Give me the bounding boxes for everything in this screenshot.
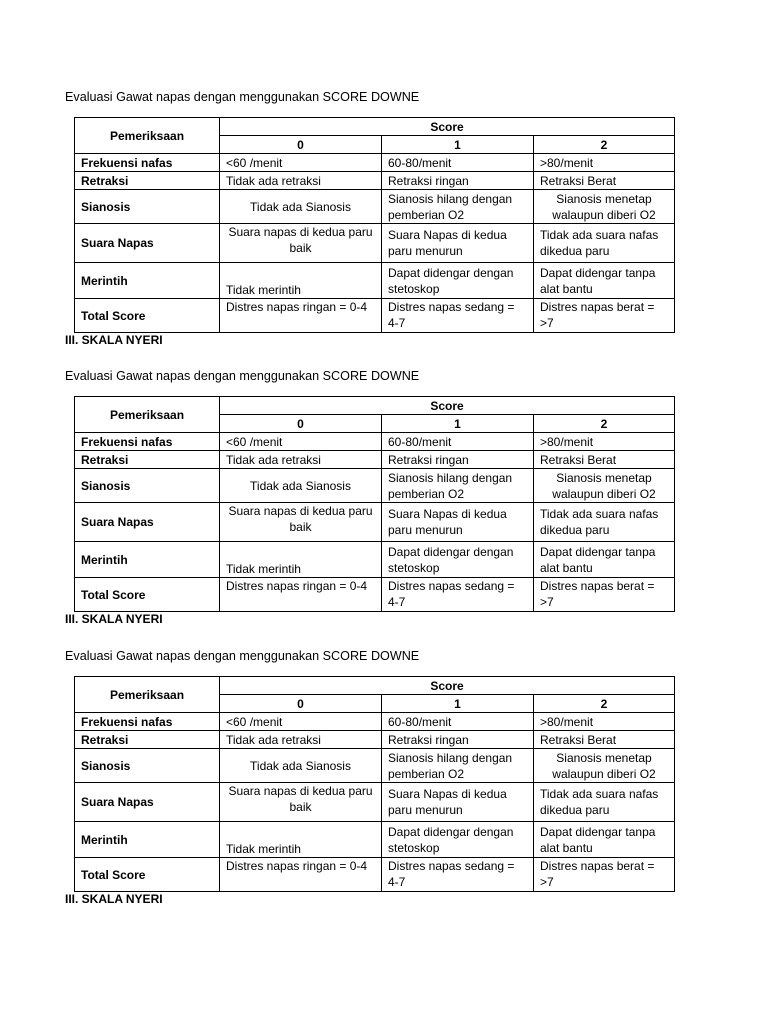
row-label: Frekuensi nafas	[75, 433, 220, 451]
score-2-cell: >80/menit	[534, 433, 675, 451]
score-1-cell: Sianosis hilang dengan pemberian O2	[382, 190, 534, 224]
score-2-cell: Tidak ada suara nafas dikedua paru	[534, 503, 675, 542]
table-row	[75, 154, 675, 172]
score-0-cell: Distres napas ringan = 0-4	[220, 858, 382, 892]
score-2-cell: Dapat didengar tanpa alat bantu	[534, 263, 675, 299]
intro-text: Evaluasi Gawat napas dengan menggunakan SCORE DOWNE	[65, 90, 420, 104]
score-0-cell: Tidak ada Sianosis	[220, 190, 382, 224]
table-row	[75, 469, 675, 503]
score-0-cell: <60 /menit	[220, 713, 382, 731]
table-row	[75, 451, 675, 469]
score-2-cell: >80/menit	[534, 154, 675, 172]
next-section-title: III. SKALA NYERI	[65, 612, 163, 626]
header-score-2: 2	[534, 695, 675, 713]
row-label: Suara Napas	[75, 503, 220, 542]
score-2-cell: Retraksi Berat	[534, 172, 675, 190]
score-0-cell: Distres napas ringan = 0-4	[220, 578, 382, 612]
table-row	[75, 433, 675, 451]
row-label: Sianosis	[75, 190, 220, 224]
header-score-0: 0	[220, 136, 382, 154]
score-1-cell: Retraksi ringan	[382, 172, 534, 190]
score-0-cell: Tidak merintih	[220, 263, 382, 299]
score-1-cell: Dapat didengar dengan stetoskop	[382, 822, 534, 858]
header-score: Score	[220, 118, 675, 136]
downe-score-table	[74, 676, 675, 892]
header-score-1: 1	[382, 695, 534, 713]
header-score: Score	[220, 397, 675, 415]
table-row	[75, 749, 675, 783]
intro-text: Evaluasi Gawat napas dengan menggunakan SCORE DOWNE	[65, 649, 420, 663]
table-row	[75, 731, 675, 749]
score-0-cell: Distres napas ringan = 0-4	[220, 299, 382, 333]
header-examination: Pemeriksaan	[75, 397, 220, 433]
score-0-cell: Tidak merintih	[220, 542, 382, 578]
row-label: Total Score	[75, 578, 220, 612]
score-0-cell: Suara napas di kedua paru baik	[220, 783, 382, 822]
score-2-cell: Distres napas berat = >7	[534, 578, 675, 612]
table-row	[75, 858, 675, 892]
row-label: Frekuensi nafas	[75, 154, 220, 172]
row-label: Retraksi	[75, 731, 220, 749]
header-score-0: 0	[220, 695, 382, 713]
header-examination: Pemeriksaan	[75, 118, 220, 154]
row-label: Sianosis	[75, 469, 220, 503]
downe-score-table	[74, 117, 675, 333]
table-row	[75, 299, 675, 333]
score-1-cell: Sianosis hilang dengan pemberian O2	[382, 749, 534, 783]
score-1-cell: Distres napas sedang = 4-7	[382, 299, 534, 333]
row-label: Frekuensi nafas	[75, 713, 220, 731]
score-0-cell: Tidak ada retraksi	[220, 731, 382, 749]
score-2-cell: >80/menit	[534, 713, 675, 731]
score-1-cell: Sianosis hilang dengan pemberian O2	[382, 469, 534, 503]
score-1-cell: Retraksi ringan	[382, 451, 534, 469]
score-0-cell: <60 /menit	[220, 433, 382, 451]
header-score: Score	[220, 677, 675, 695]
row-label: Retraksi	[75, 172, 220, 190]
downe-score-table	[74, 396, 675, 612]
row-label: Total Score	[75, 858, 220, 892]
row-label: Sianosis	[75, 749, 220, 783]
header-score-2: 2	[534, 136, 675, 154]
score-2-cell: Distres napas berat = >7	[534, 299, 675, 333]
score-1-cell: Suara Napas di kedua paru menurun	[382, 224, 534, 263]
header-score-2: 2	[534, 415, 675, 433]
score-1-cell: Dapat didengar dengan stetoskop	[382, 263, 534, 299]
table-row	[75, 542, 675, 578]
row-label: Merintih	[75, 822, 220, 858]
table-row	[75, 190, 675, 224]
header-score-1: 1	[382, 136, 534, 154]
row-label: Total Score	[75, 299, 220, 333]
row-label: Merintih	[75, 263, 220, 299]
score-1-cell: Distres napas sedang = 4-7	[382, 858, 534, 892]
score-0-cell: Tidak ada retraksi	[220, 451, 382, 469]
table-row	[75, 713, 675, 731]
score-2-cell: Sianosis menetap walaupun diberi O2	[534, 190, 675, 224]
table-row	[75, 578, 675, 612]
intro-text: Evaluasi Gawat napas dengan menggunakan SCORE DOWNE	[65, 369, 420, 383]
score-2-cell: Dapat didengar tanpa alat bantu	[534, 542, 675, 578]
score-1-cell: Suara Napas di kedua paru menurun	[382, 503, 534, 542]
header-score-0: 0	[220, 415, 382, 433]
table-row	[75, 503, 675, 542]
score-0-cell: Suara napas di kedua paru baik	[220, 503, 382, 542]
row-label: Merintih	[75, 542, 220, 578]
next-section-title: III. SKALA NYERI	[65, 892, 163, 906]
score-0-cell: Tidak ada retraksi	[220, 172, 382, 190]
table-row	[75, 822, 675, 858]
header-score-1: 1	[382, 415, 534, 433]
score-1-cell: Suara Napas di kedua paru menurun	[382, 783, 534, 822]
row-label: Suara Napas	[75, 224, 220, 263]
next-section-title: III. SKALA NYERI	[65, 333, 163, 347]
row-label: Retraksi	[75, 451, 220, 469]
score-1-cell: Retraksi ringan	[382, 731, 534, 749]
score-2-cell: Distres napas berat = >7	[534, 858, 675, 892]
score-1-cell: 60-80/menit	[382, 154, 534, 172]
score-0-cell: Tidak merintih	[220, 822, 382, 858]
table-row	[75, 263, 675, 299]
score-0-cell: Tidak ada Sianosis	[220, 749, 382, 783]
header-examination: Pemeriksaan	[75, 677, 220, 713]
score-0-cell: Tidak ada Sianosis	[220, 469, 382, 503]
table-row	[75, 783, 675, 822]
score-2-cell: Sianosis menetap walaupun diberi O2	[534, 749, 675, 783]
score-2-cell: Dapat didengar tanpa alat bantu	[534, 822, 675, 858]
score-0-cell: Suara napas di kedua paru baik	[220, 224, 382, 263]
score-2-cell: Tidak ada suara nafas dikedua paru	[534, 224, 675, 263]
score-2-cell: Tidak ada suara nafas dikedua paru	[534, 783, 675, 822]
score-1-cell: 60-80/menit	[382, 713, 534, 731]
score-2-cell: Sianosis menetap walaupun diberi O2	[534, 469, 675, 503]
score-1-cell: Distres napas sedang = 4-7	[382, 578, 534, 612]
score-1-cell: 60-80/menit	[382, 433, 534, 451]
score-0-cell: <60 /menit	[220, 154, 382, 172]
row-label: Suara Napas	[75, 783, 220, 822]
table-row	[75, 172, 675, 190]
score-1-cell: Dapat didengar dengan stetoskop	[382, 542, 534, 578]
score-2-cell: Retraksi Berat	[534, 731, 675, 749]
table-row	[75, 224, 675, 263]
score-2-cell: Retraksi Berat	[534, 451, 675, 469]
